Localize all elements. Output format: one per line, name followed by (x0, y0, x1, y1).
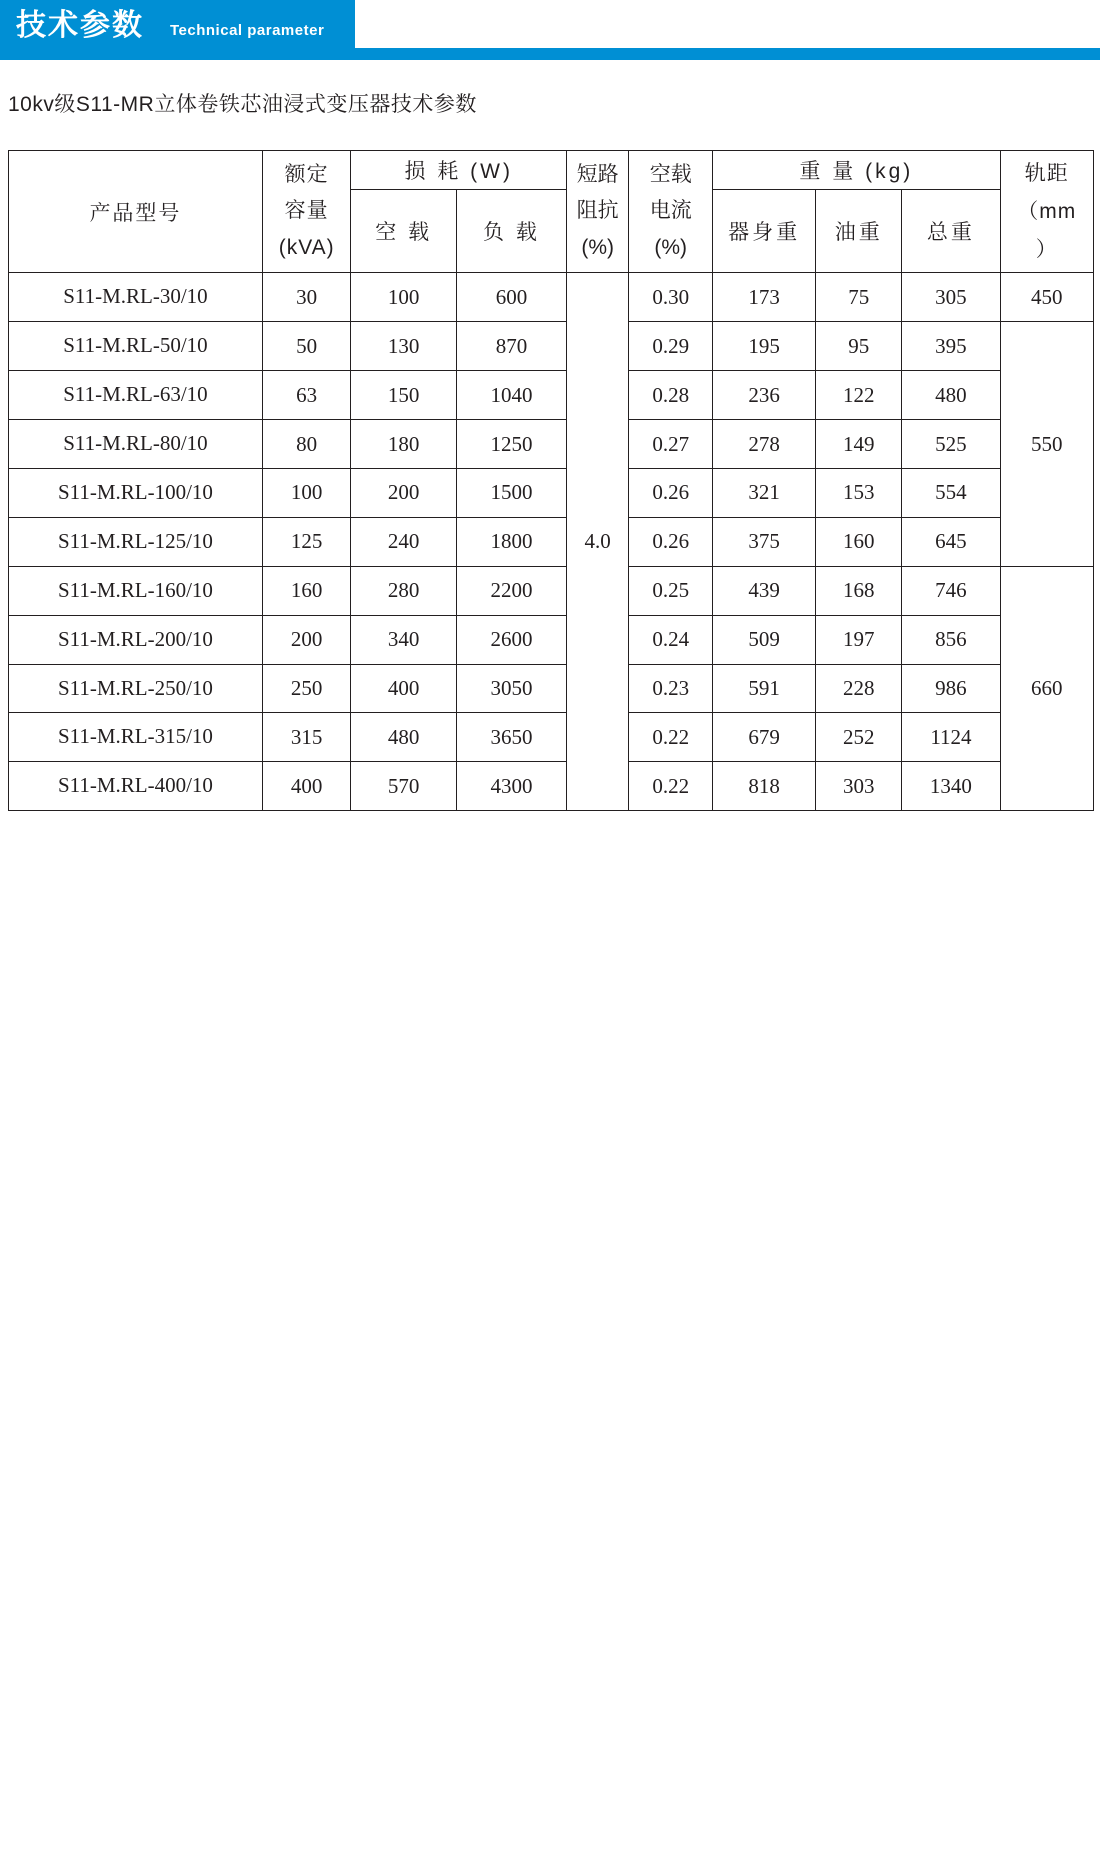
page-title: 10kv级S11-MR立体卷铁芯油浸式变压器技术参数 (8, 93, 477, 116)
cell-total-weight: 746 (902, 566, 1000, 615)
cell-core-weight: 818 (713, 762, 816, 811)
cell-total-weight: 986 (902, 664, 1000, 713)
cell-oil-weight: 75 (816, 273, 902, 322)
cell-core-weight: 236 (713, 371, 816, 420)
header-capacity (262, 151, 351, 273)
header-core-weight: 器身重 (713, 190, 816, 273)
header-impedance (567, 151, 629, 273)
table-header-row-1 (9, 151, 1094, 190)
cell-core-weight: 591 (713, 664, 816, 713)
header-gauge-line-3: ） (1035, 237, 1058, 261)
cell-load-loss: 600 (456, 273, 566, 322)
banner-white-area (322, 0, 1100, 48)
header-no-load-current (629, 151, 713, 273)
header-current-line-1: 空载 (649, 162, 692, 186)
cell-no-load-current: 0.23 (629, 664, 713, 713)
cell-total-weight: 1124 (902, 713, 1000, 762)
table-row (9, 468, 1094, 517)
cell-no-load-current: 0.25 (629, 566, 713, 615)
cell-model: S11-M.RL-125/10 (9, 517, 263, 566)
cell-total-weight: 395 (902, 322, 1000, 371)
cell-no-load-loss: 570 (351, 762, 456, 811)
cell-core-weight: 278 (713, 420, 816, 469)
cell-total-weight: 554 (902, 468, 1000, 517)
cell-load-loss: 1500 (456, 468, 566, 517)
cell-core-weight: 321 (713, 468, 816, 517)
spec-table-wrapper (8, 150, 1092, 811)
cell-load-loss: 3650 (456, 713, 566, 762)
table-body (9, 273, 1094, 811)
cell-load-loss: 1040 (456, 371, 566, 420)
cell-capacity: 100 (262, 468, 351, 517)
table-row (9, 322, 1094, 371)
cell-core-weight: 173 (713, 273, 816, 322)
cell-no-load-current: 0.26 (629, 468, 713, 517)
cell-no-load-loss: 130 (351, 322, 456, 371)
header-capacity-line-2: 容量 (284, 199, 329, 223)
cell-core-weight: 439 (713, 566, 816, 615)
table-row (9, 517, 1094, 566)
cell-oil-weight: 168 (816, 566, 902, 615)
table-row (9, 664, 1094, 713)
cell-capacity: 400 (262, 762, 351, 811)
cell-load-loss: 4300 (456, 762, 566, 811)
table-row (9, 273, 1094, 322)
table-row (9, 762, 1094, 811)
cell-total-weight: 305 (902, 273, 1000, 322)
spec-table (8, 150, 1094, 811)
cell-total-weight: 856 (902, 615, 1000, 664)
cell-load-loss: 2200 (456, 566, 566, 615)
cell-oil-weight: 149 (816, 420, 902, 469)
cell-no-load-current: 0.29 (629, 322, 713, 371)
cell-oil-weight: 153 (816, 468, 902, 517)
header-impedance-line-1: 短路 (576, 162, 619, 186)
cell-capacity: 80 (262, 420, 351, 469)
cell-capacity: 315 (262, 713, 351, 762)
cell-gauge: 450 (1000, 273, 1093, 322)
cell-model: S11-M.RL-160/10 (9, 566, 263, 615)
banner-title-en: Technical parameter (170, 22, 325, 39)
cell-capacity: 63 (262, 371, 351, 420)
cell-no-load-current: 0.27 (629, 420, 713, 469)
cell-model: S11-M.RL-100/10 (9, 468, 263, 517)
cell-no-load-loss: 100 (351, 273, 456, 322)
cell-load-loss: 2600 (456, 615, 566, 664)
page-banner (0, 0, 1100, 60)
cell-no-load-loss: 480 (351, 713, 456, 762)
cell-no-load-loss: 180 (351, 420, 456, 469)
header-gauge (1000, 151, 1093, 273)
cell-total-weight: 1340 (902, 762, 1000, 811)
table-head (9, 151, 1094, 273)
cell-gauge: 550 (1000, 322, 1093, 566)
cell-load-loss: 870 (456, 322, 566, 371)
header-load-loss: 负 载 (456, 190, 566, 273)
cell-gauge: 660 (1000, 566, 1093, 810)
cell-impedance: 4.0 (567, 273, 629, 811)
cell-capacity: 200 (262, 615, 351, 664)
banner-accent-line (322, 48, 1100, 60)
table-row (9, 420, 1094, 469)
cell-capacity: 250 (262, 664, 351, 713)
cell-load-loss: 3050 (456, 664, 566, 713)
cell-model: S11-M.RL-63/10 (9, 371, 263, 420)
cell-no-load-loss: 150 (351, 371, 456, 420)
cell-oil-weight: 303 (816, 762, 902, 811)
header-capacity-line-3: (kVA) (278, 236, 335, 260)
cell-model: S11-M.RL-50/10 (9, 322, 263, 371)
cell-total-weight: 480 (902, 371, 1000, 420)
cell-no-load-loss: 340 (351, 615, 456, 664)
table-row (9, 371, 1094, 420)
cell-oil-weight: 122 (816, 371, 902, 420)
cell-model: S11-M.RL-315/10 (9, 713, 263, 762)
table-row (9, 713, 1094, 762)
cell-model: S11-M.RL-30/10 (9, 273, 263, 322)
cell-model: S11-M.RL-400/10 (9, 762, 263, 811)
cell-capacity: 125 (262, 517, 351, 566)
cell-load-loss: 1800 (456, 517, 566, 566)
cell-no-load-loss: 240 (351, 517, 456, 566)
header-impedance-line-3: (%) (581, 236, 615, 260)
cell-oil-weight: 197 (816, 615, 902, 664)
cell-no-load-current: 0.22 (629, 713, 713, 762)
cell-oil-weight: 95 (816, 322, 902, 371)
table-row (9, 615, 1094, 664)
cell-no-load-loss: 200 (351, 468, 456, 517)
header-weight-group: 重 量 (kg) (713, 151, 1000, 190)
cell-model: S11-M.RL-250/10 (9, 664, 263, 713)
cell-capacity: 50 (262, 322, 351, 371)
cell-total-weight: 525 (902, 420, 1000, 469)
cell-oil-weight: 228 (816, 664, 902, 713)
header-model: 产品型号 (9, 151, 263, 273)
header-gauge-line-1: 轨距 (1024, 162, 1069, 185)
cell-core-weight: 375 (713, 517, 816, 566)
cell-no-load-current: 0.26 (629, 517, 713, 566)
cell-model: S11-M.RL-200/10 (9, 615, 263, 664)
cell-no-load-loss: 400 (351, 664, 456, 713)
table-row (9, 566, 1094, 615)
header-loss-group: 损 耗 (W) (351, 151, 567, 190)
header-impedance-line-2: 阻抗 (576, 199, 619, 223)
cell-total-weight: 645 (902, 517, 1000, 566)
cell-no-load-loss: 280 (351, 566, 456, 615)
cell-core-weight: 195 (713, 322, 816, 371)
cell-core-weight: 509 (713, 615, 816, 664)
cell-capacity: 30 (262, 273, 351, 322)
cell-oil-weight: 252 (816, 713, 902, 762)
header-oil-weight: 油重 (816, 190, 902, 273)
cell-no-load-current: 0.22 (629, 762, 713, 811)
banner-title-cn: 技术参数 (16, 9, 144, 42)
header-capacity-line-1: 额定 (284, 162, 329, 186)
header-current-line-2: 电流 (649, 199, 692, 223)
cell-capacity: 160 (262, 566, 351, 615)
cell-oil-weight: 160 (816, 517, 902, 566)
cell-no-load-current: 0.28 (629, 371, 713, 420)
header-gauge-line-2: （mm (1017, 199, 1077, 223)
cell-core-weight: 679 (713, 713, 816, 762)
cell-load-loss: 1250 (456, 420, 566, 469)
cell-model: S11-M.RL-80/10 (9, 420, 263, 469)
header-total-weight: 总重 (902, 190, 1000, 273)
cell-no-load-current: 0.24 (629, 615, 713, 664)
cell-no-load-current: 0.30 (629, 273, 713, 322)
header-current-line-3: (%) (654, 236, 688, 260)
header-no-load-loss: 空 载 (351, 190, 456, 273)
